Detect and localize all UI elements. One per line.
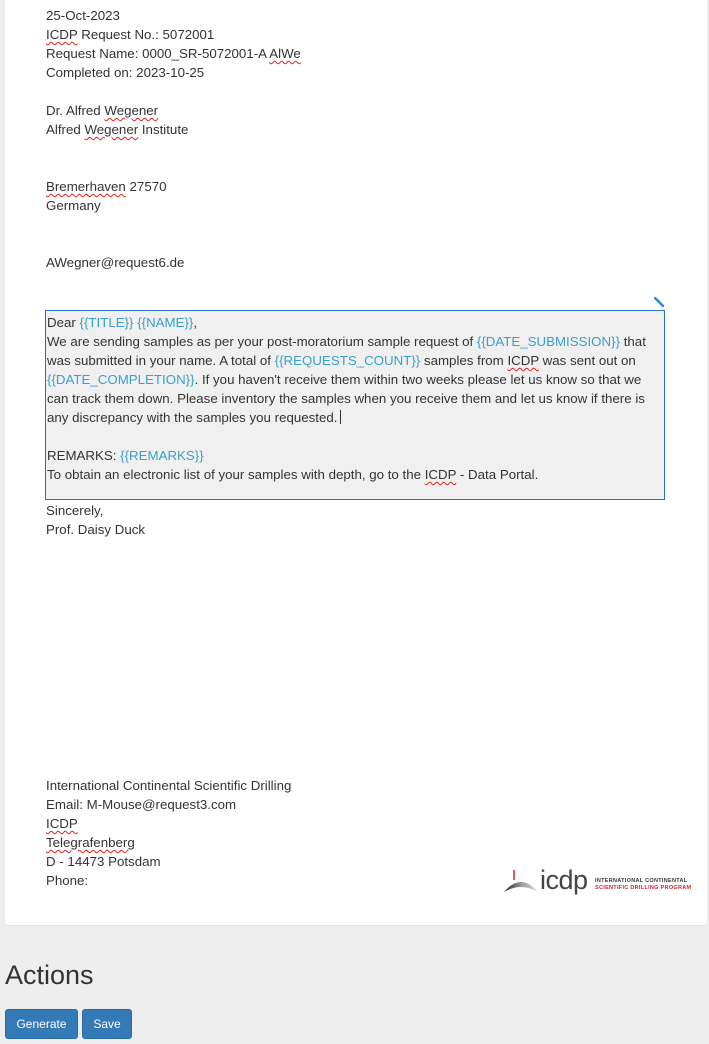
- drill-dome-icon: [503, 868, 539, 898]
- signatory: Prof. Daisy Duck: [46, 522, 146, 537]
- placeholder-title: {{TITLE}}: [79, 315, 134, 330]
- placeholder-date-submission: {{DATE_SUBMISSION}}: [476, 334, 621, 349]
- icdp-logo: [503, 865, 692, 900]
- body-paragraph: We are sending samples as per your post-moratorium sample request of {{DATE_SUBMISSION}} that was submitted in your name. A total of {{REQUESTS_COUNT}} samples from ICDP was sent out on {{DATE_COMPLETION}}. If you haven't receive them within two weeks please let us know so that we can track them down. Please inventory the samples when you receive them and let us know if there is any discrepancy with the samples you requested.: [47, 334, 646, 425]
- footer-city: D - 14473 Potsdam: [46, 854, 161, 869]
- greeting: Dear {{TITLE}} {{NAME}},: [47, 315, 198, 330]
- footer-abbr: ICDP: [46, 816, 78, 831]
- logo-line2: SCIENTIFIC DRILLING PROGRAM: [595, 885, 692, 891]
- placeholder-requests-count: {{REQUESTS_COUNT}}: [274, 353, 421, 368]
- placeholder-remarks: {{REMARKS}}: [120, 448, 204, 463]
- icdp-word: ICDP: [46, 27, 78, 42]
- recipient-institute: Alfred Wegener Institute: [46, 122, 189, 137]
- portal-line: To obtain an electronic list of your samples with depth, go to the ICDP - Data Portal.: [47, 467, 539, 482]
- recipient-email: AWegner@request6.de: [46, 255, 185, 270]
- placeholder-name: {{NAME}}: [137, 315, 194, 330]
- placeholder-date-completion: {{DATE_COMPLETION}}: [47, 372, 195, 387]
- save-button[interactable]: Save: [82, 1009, 132, 1039]
- closing: Sincerely,: [46, 503, 104, 518]
- footer-phone: Phone:: [46, 873, 89, 888]
- footer-org: International Continental Scientific Drilling: [46, 778, 292, 793]
- recipient-country: Germany: [46, 198, 101, 213]
- request-number: ICDP Request No.: 5072001: [46, 27, 215, 42]
- footer-email: Email: M-Mouse@request3.com: [46, 797, 237, 812]
- footer-street: Telegrafenberg: [46, 835, 135, 850]
- logo-wordmark: icdp: [540, 865, 588, 895]
- text-caret: [340, 410, 341, 424]
- request-name: Request Name: 0000_SR-5072001-A AlWe: [46, 46, 301, 61]
- recipient-name: Dr. Alfred Wegener: [46, 103, 159, 118]
- generate-button[interactable]: Generate: [5, 1009, 78, 1039]
- letter-body-editor[interactable]: [45, 310, 665, 500]
- remarks-line: REMARKS: {{REMARKS}}: [47, 448, 204, 463]
- recipient-city: Bremerhaven 27570: [46, 179, 167, 194]
- letter-date: 25-Oct-2023: [46, 8, 120, 23]
- edit-pencil-icon[interactable]: [654, 297, 664, 307]
- completed-on: Completed on: 2023-10-25: [46, 65, 205, 80]
- logo-line1: INTERNATIONAL CONTINENTAL: [595, 878, 688, 884]
- actions-heading: Actions: [5, 960, 94, 990]
